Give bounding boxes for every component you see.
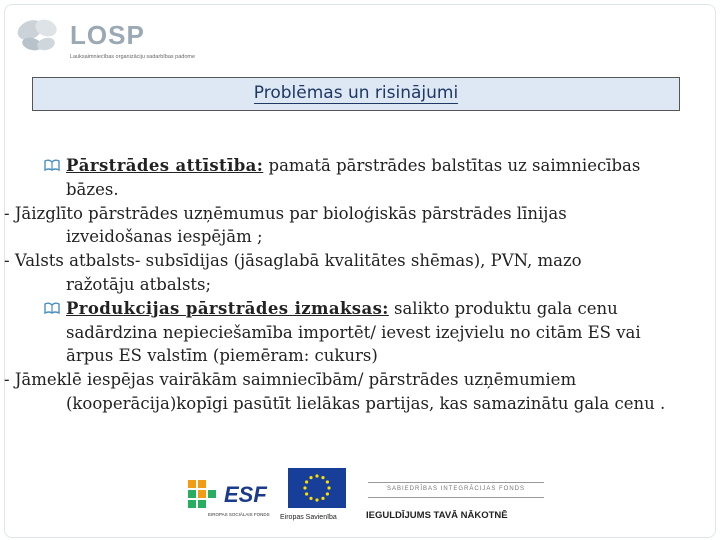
eu-flag <box>288 468 346 508</box>
dash-text-cont: (kooperācija)kopīgi pasūtīt lielākas partijas, kas samazinātu gala cenu . <box>66 393 666 413</box>
esf-word: ESF <box>224 482 267 507</box>
item-heading: Pārstrādes attīstība: <box>66 156 264 175</box>
footer-logos <box>170 460 690 534</box>
logo-subtitle: Lauksaimniecības organizāciju sadarbības padome <box>70 54 196 60</box>
dash-text-cont: izveidošanas iespējām ; <box>66 227 263 247</box>
list-item-dash-educate <box>4 202 696 250</box>
eu-stars-icon <box>288 468 346 508</box>
list-item-dash-cooperation <box>4 368 696 416</box>
dash-text: - Jāizglīto pārstrādes uzņēmumus par bioloģiskās pārstrādes līnijas <box>4 203 567 223</box>
slogan: IEGULDĪJUMS TAVĀ NĀKOTNĒ <box>366 510 508 521</box>
item-text-cont: bāzes. <box>66 179 119 199</box>
slide-content <box>4 154 696 416</box>
item-heading: Produkcijas pārstrādes izmaksas: <box>66 298 389 318</box>
slide-title: Problēmas un risinājumi <box>253 83 459 103</box>
item-text: pamatā pārstrādes balstītas uz saimniecības <box>268 156 641 175</box>
sif-text: SABIEDRĪBAS INTEGRĀCIJAS FONDS <box>386 486 526 492</box>
dash-text: - Jāmeklē iespējas vairākām saimniecībām/ pārstrādes uzņēmumiem <box>4 370 577 390</box>
book-bullet-icon <box>44 301 60 315</box>
sif-logo <box>368 480 544 500</box>
losp-logo <box>10 14 202 58</box>
butterfly-logo-icon <box>10 14 68 58</box>
item-text-cont: ārpus ES valstīm (piemēram: cukurs) <box>66 346 378 366</box>
book-bullet-icon <box>44 158 60 172</box>
item-text: salikto produktu gala cenu <box>394 298 618 318</box>
dash-text: - Valsts atbalsts- subsīdijas (jāsaglabā kvalitātes shēmas), PVN, mazo <box>4 251 582 271</box>
dash-text-cont: ražotāju atbalsts; <box>66 274 212 294</box>
esf-subtitle: EIROPAS SOCIĀLAIS FONDS <box>208 512 270 517</box>
esf-logo <box>188 472 268 520</box>
eu-label: Eiropas Savienība <box>280 514 337 521</box>
logo-name: LOSP <box>70 20 145 50</box>
list-item-costs <box>46 297 696 368</box>
esf-flag-icon <box>188 480 222 510</box>
list-item-processing <box>46 154 696 202</box>
list-item-dash-support <box>4 249 696 297</box>
title-box <box>32 77 680 111</box>
item-text-cont: sadārdzina nepieciešamība importēt/ ievest izejvielu no citām ES vai <box>66 322 641 342</box>
